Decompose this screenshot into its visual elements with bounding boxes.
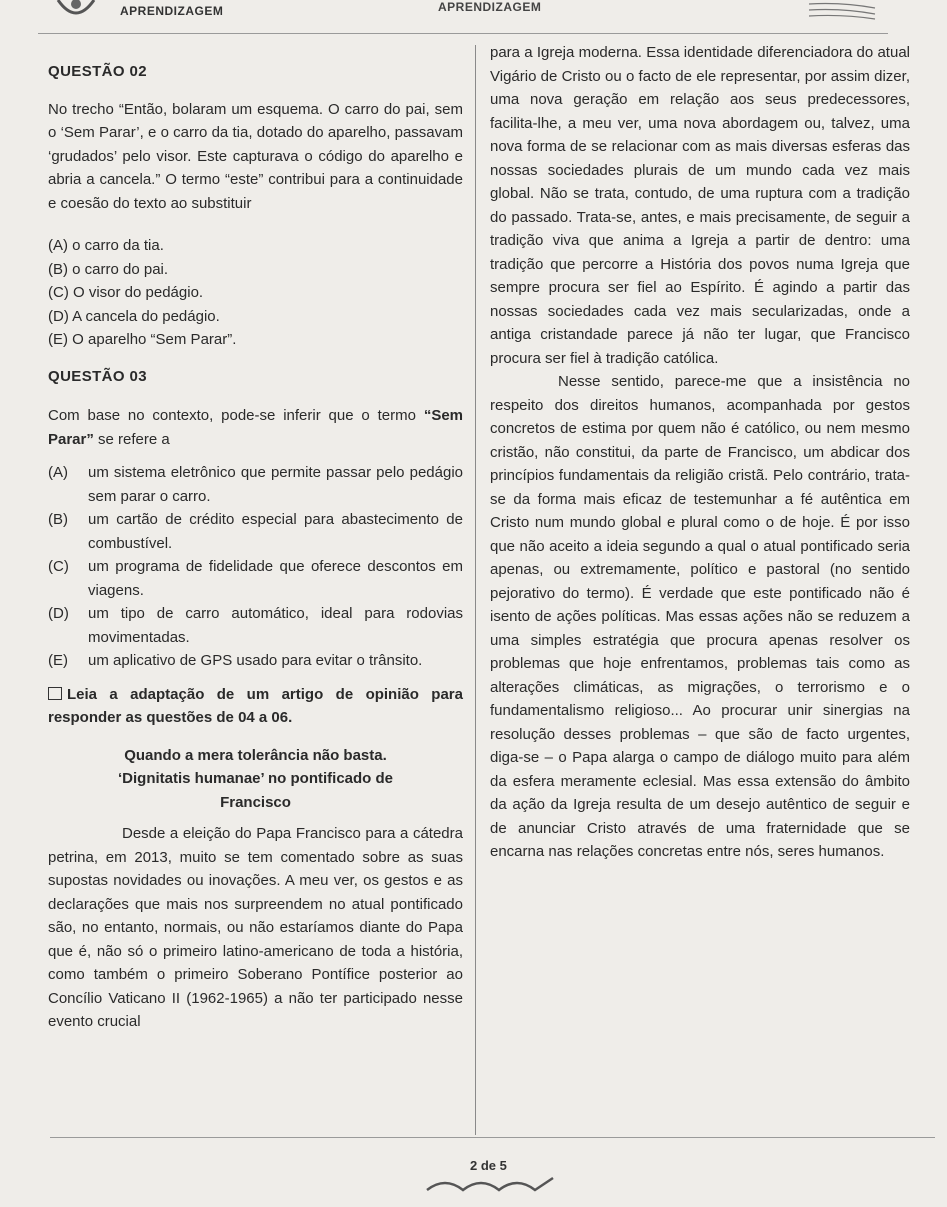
question-03-option-a[interactable]: (A) um sistema eletrônico que permite passar pelo pedágio sem parar o carro. <box>48 464 463 505</box>
question-02-option-b[interactable]: (B) o carro do pai. <box>48 260 169 278</box>
school-logo-icon <box>52 0 100 22</box>
question-03-stem: Com base no contexto, pode-se inferir que o termo “Sem Parar” se refere a <box>48 407 463 448</box>
left-column <box>48 60 463 1034</box>
header-center-label: APRENDIZAGEM <box>438 0 542 14</box>
question-03-option-b[interactable]: (B) um cartão de crédito especial para abastecimento de combustível. <box>48 511 463 552</box>
question-02-option-c[interactable]: (C) O visor do pedágio. <box>48 284 204 301</box>
article-paragraph-1-continued: para a Igreja moderna. Essa identidade diferenciadora do atual Vigário de Cristo ou o facto de ele representar, por assim dizer, uma nova geração em relação aos seus predecessores, facilita-lhe, a meu ver, uma nova abordagem ou, talvez, uma nova forma de se relacionar com as mais diversas esferas das nossas sociedades plurais de um mundo cada vez mais global. Não se trata, contudo, de uma ruptura com a tradição do passado. Trata-se, antes, e mais precisamente, de seguir a tradição viva que anima a Igreja a partir de dentro: uma tradição que percorre a História dos povos numa Igreja que sempre procura ser fiel ao Espírito. É agindo a partir das nossas sociedades cada vez mais secularizadas, onde a antiga cristandade parece já não ter lugar, que Francisco procura ser fiel à tradição católica. <box>490 44 910 367</box>
question-02-option-a[interactable]: (A) o carro da tia. <box>48 237 164 254</box>
book-icon <box>48 687 62 700</box>
question-02-options <box>48 234 463 352</box>
question-03-option-d[interactable]: (D) um tipo de carro automático, ideal para rodovias movimentadas. <box>48 605 463 646</box>
article-title: Quando a mera tolerância não basta. ‘Dignitatis humanae’ no pontificado de Francisco <box>117 746 394 811</box>
question-02-option-d[interactable]: (D) A cancela do pedágio. <box>48 307 220 325</box>
question-02-stem: No trecho “Então, bolaram um esquema. O carro do pai, sem o ‘Sem Parar’, e o carro da tia, dotado do aparelho, passavam ‘grudados’ pelo visor. Este capturava o código do aparelho e abria a cancela.” O termo “este” contribui para a continuidade e coesão do texto ao substituir <box>48 100 463 212</box>
bottom-divider <box>50 1137 935 1138</box>
reading-instruction: Leia a adaptação de um artigo de opinião para responder as questões de 04 a 06. <box>48 685 463 726</box>
question-03-title: QUESTÃO 03 <box>48 367 148 385</box>
top-divider <box>38 33 888 34</box>
column-divider <box>475 45 476 1135</box>
page-number: 2 de 5 <box>470 1158 507 1173</box>
question-02-title: QUESTÃO 02 <box>48 63 148 80</box>
right-column <box>490 41 910 864</box>
question-03-option-e[interactable]: (E) um aplicativo de GPS usado para evitar o trânsito. <box>48 652 423 669</box>
footer-wave-icon <box>425 1172 555 1194</box>
header-left-label: APRENDIZAGEM <box>120 4 224 18</box>
article-paragraph-1: Desde a eleição do Papa Francisco para a cátedra petrina, em 2013, muito se tem comentado sobre as suas supostas novidades ou inovações. A meu ver, os gestos e as declarações que mais nos surpreendem no atual pontificado são, no entanto, normais, ou não estaríamos diante do Papa que é, não só o primeiro latino-americano de toda a história, como também o primeiro Soberano Pontífice posterior ao Concílio Vaticano II (1962-1965) a não ter participado nesse evento crucial <box>48 825 463 1030</box>
header-wave-icon <box>807 0 877 20</box>
question-03-option-c[interactable]: (C) um programa de fidelidade que oferece descontos em viagens. <box>48 558 463 599</box>
article-paragraph-2: Nesse sentido, parece-me que a insistência no respeito dos direitos humanos, acompanhada por gestos concretos de estima por quem não é católico, ou nem mesmo cristão, não constitui, da parte de Francisco, um abdicar dos princípios fundamentais da religião cristã. Pelo contrário, trata-se da forma mais eficaz de testemunhar a fé autêntica em Cristo num mundo global e plural como o de hoje. É por isso que não aceito a ideia segundo a qual o atual pontificado seria apenas, ou extremamente, político e pastoral (no sentido pejorativo do termo). É verdade que este pontificado não é isento de ações políticas. Mas essas ações não se reduzem a uma simples estratégia que procura apenas resolver os problemas que hoje enfrentamos, problemas tais como as alterações climáticas, as migrações, o terrorismo e o fundamentalismo religioso... Ao procurar unir sinergias na resolução desses problemas – que são de facto urgentes, diga-se – o Papa alarga o campo de diálogo muito para além da esfera meramente eclesial. Mas essa extensão do âmbito da ação da Igreja resulta de um desejo autêntico de seguir e de anunciar Cristo através de uma fraternidade que se encarna nas relações concretas entre nós, seres humanos. <box>490 373 910 860</box>
question-02-option-e[interactable]: (E) O aparelho “Sem Parar”. <box>48 331 237 348</box>
